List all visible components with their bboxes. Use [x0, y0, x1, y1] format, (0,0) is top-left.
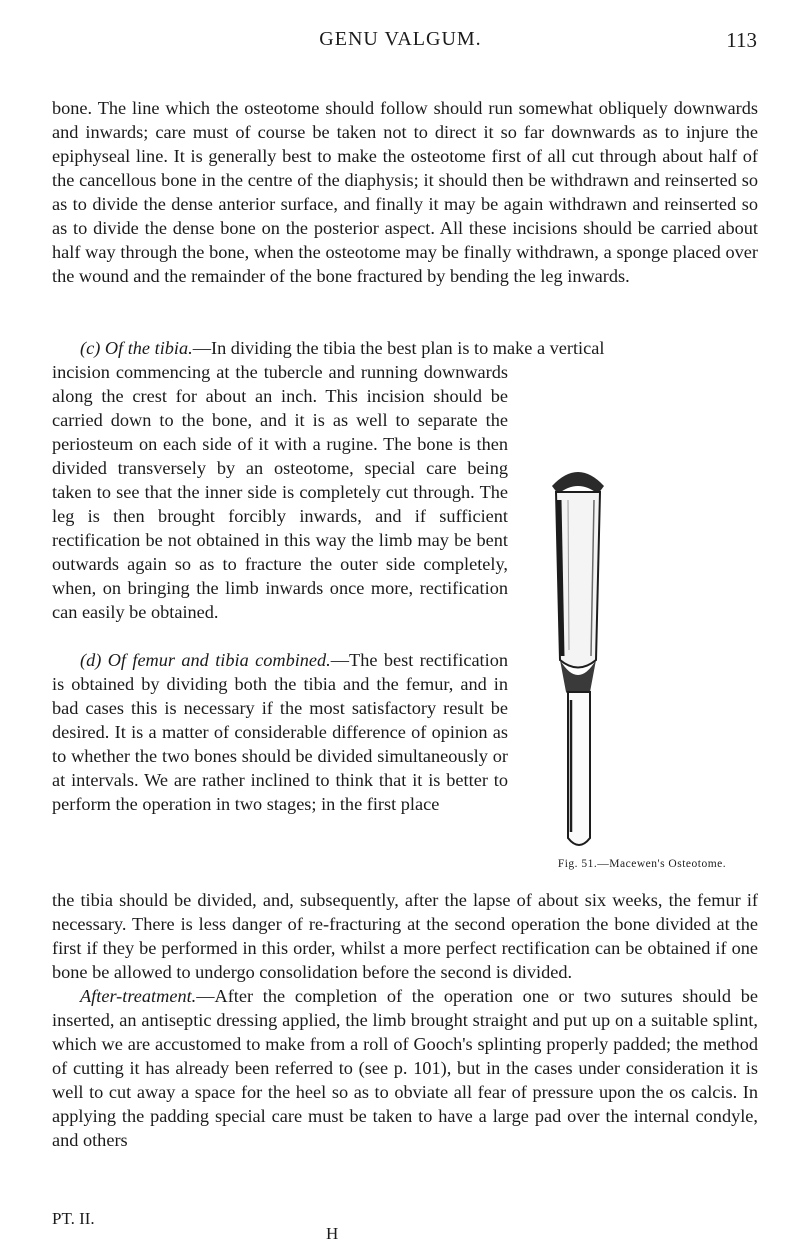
section-label-after-treatment: After-treatment.	[80, 986, 197, 1006]
figure-caption: Fig. 51.—Macewen's Osteotome.	[557, 858, 727, 870]
paragraph-tibia-body: incision commencing at the tubercle and running downwards along the crest for about an inch. This incision should be carried down to the bone, and it is as well to separate the periosteum on each side of it with a rugine. The bone is then divided transversely by an osteotome, special care being taken to see that the inner side is completely cut through. The leg is then brought forcibly inwards, and if sufficient rectification be not obtained in this way the limb may be bent outwards again so as to fracture the outer side completely, when, on bringing the limb inwards once more, rectification can easily be obtained.	[52, 362, 508, 622]
tibia-first-line: —In dividing the tibia the best plan is to make a vertical	[192, 338, 605, 358]
signature-mark: H	[326, 1224, 339, 1243]
part-marker: PT. II.	[52, 1209, 95, 1228]
handle-cap-shape	[552, 472, 604, 494]
section-label-combined: (d) Of femur and tibia combined.	[80, 650, 331, 670]
running-title: GENU VALGUM.	[319, 28, 482, 50]
section-label-tibia: (c) Of the tibia.	[80, 338, 193, 358]
after-treatment-text: —After the completion of the operation one or two sutures should be inserted, an antiseptic dressing applied, the limb brought straight and put up on a suitable splint, which we are accustomed to make from a roll of Gooch's splinting properly padded; the method of cutting it has already been referred to (see p. 101), but in the cases under consideration it is well to cut away a space for the heel so as to obviate all fear of pressure upon the os calcis. In applying the padding special care must be taken to have a large pad over the internal condyle, and others	[52, 986, 758, 1150]
paragraph-femur-technique: bone. The line which the osteotome should follow should run somewhat obliquely downwards and inwards; care must of course be taken not to direct it so far downwards as to injure the epiphyseal line. It is generally best to make the osteotome first of all cut through about half of the cancellous bone in the centre of the diaphysis; it should then be withdrawn and reinserted so as to divide the dense anterior surface, and finally it may be again withdrawn and reinserted so as to divide the dense bone on the posterior aspect. All these incisions should be carried about half way through the bone, when the osteotome may be finally withdrawn, a sponge placed over the wound and the remainder of the bone fractured by bending the leg inwards.	[52, 98, 758, 286]
paragraph-after-treatment	[52, 984, 758, 1152]
paragraph-tibia-heading	[52, 336, 758, 360]
handle-shade-left	[559, 500, 562, 656]
osteotome-icon	[538, 460, 618, 850]
paragraph-combined-continued: the tibia should be divided, and, subsequently, after the lapse of about six weeks, the femur if necessary. There is less danger of re-fracturing at the second operation the bone divided at the first if they be performed in this order, whilst a more perfect rectification can be obtained if one bone be allowed to undergo consolidation before the second is divided.	[52, 890, 758, 982]
osteotome-figure	[538, 460, 618, 850]
page-number: 113	[726, 28, 757, 52]
combined-text: —The best rectification is obtained by dividing both the tibia and the femur, and in bad cases this is necessary if the most satisfactory result be desired. It is a matter of considerable difference of opinion as to whether the two bones should be divided simultaneously or at intervals. We are rather inclined to think that it is better to perform the operation in two stages; in the first place	[52, 650, 508, 814]
paragraph-combined	[52, 648, 508, 816]
